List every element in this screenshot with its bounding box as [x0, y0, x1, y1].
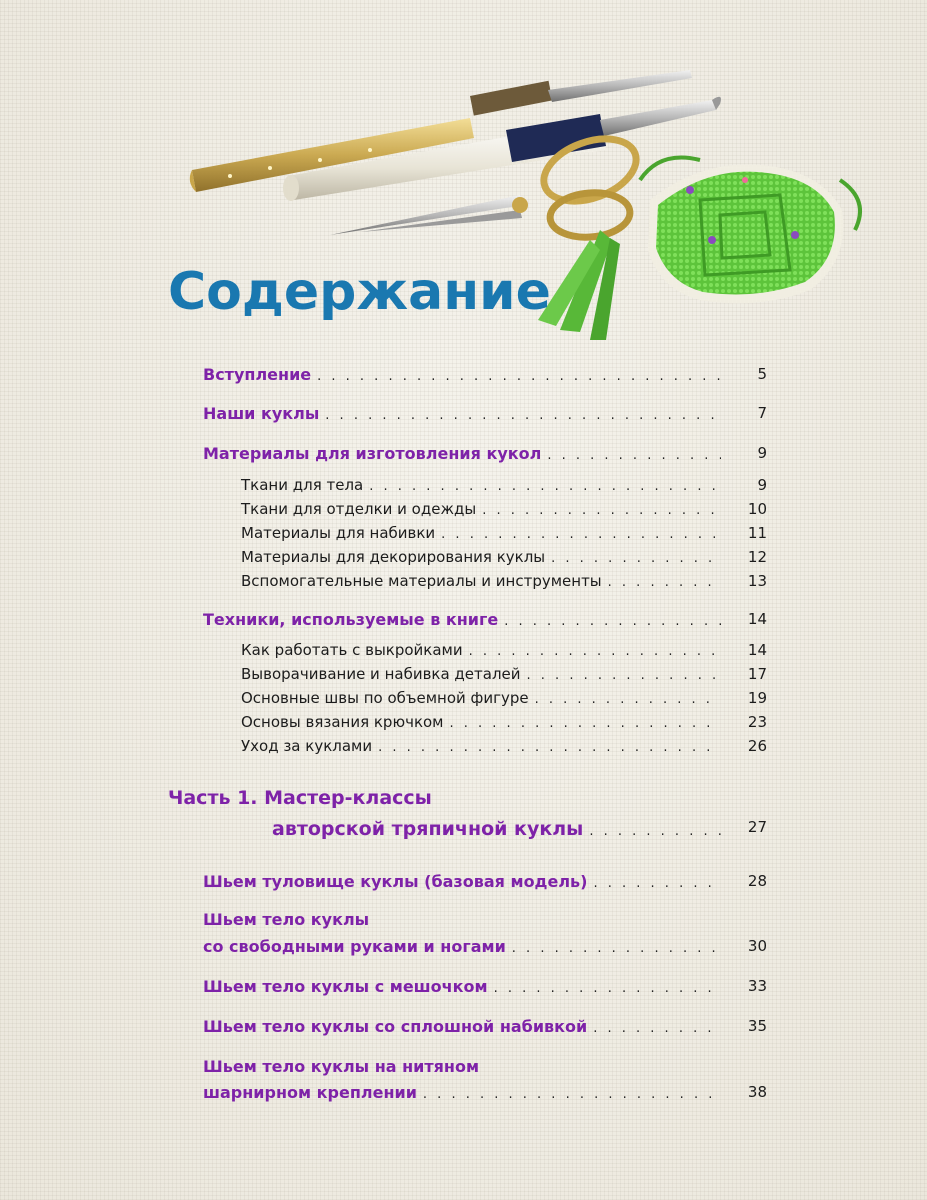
dot-leader [504, 614, 721, 629]
toc-page-number: 28 [747, 872, 767, 890]
toc-entry-techniques[interactable] [203, 610, 767, 629]
page-title: Содержание [168, 262, 551, 322]
toc-subentry[interactable] [241, 689, 767, 707]
toc-page-number: 26 [747, 737, 767, 755]
toc-entry-label: Материалы для изготовления кукол [203, 444, 542, 463]
toc-entry-section[interactable] [203, 1083, 767, 1102]
dot-leader [325, 408, 721, 423]
toc-entry-section[interactable] [203, 937, 767, 956]
toc-entry-part-1[interactable] [272, 818, 767, 840]
toc-subentry[interactable] [241, 524, 767, 542]
toc-subentry[interactable] [241, 713, 767, 731]
toc-entry-intro[interactable] [203, 365, 767, 384]
toc-entry-label: Шьем туловище куклы (базовая модель) [203, 872, 588, 891]
dot-leader [441, 527, 721, 542]
toc-entry-section[interactable] [203, 1017, 767, 1036]
dot-leader [482, 503, 721, 518]
toc-entry-section[interactable] [203, 872, 767, 891]
toc-entry-label: Основы вязания крючком [241, 713, 444, 731]
dot-leader [369, 479, 721, 494]
dot-leader [512, 941, 721, 956]
toc-subentry[interactable] [241, 500, 767, 518]
toc-entry-label-line2: со свободными руками и ногами [203, 937, 506, 956]
toc-subentry[interactable] [241, 572, 767, 590]
toc-subentry[interactable] [241, 548, 767, 566]
dot-leader [551, 551, 721, 566]
toc-page-number: 14 [747, 610, 767, 628]
toc-entry-label: Техники, используемые в книге [203, 610, 499, 629]
toc-entry-label: Материалы для декорирования куклы [241, 548, 546, 566]
toc-entry-label: Как работать с выкройками [241, 641, 463, 659]
toc-page-number: 7 [757, 404, 767, 422]
toc-page-number: 38 [747, 1083, 767, 1101]
toc-page-number: 12 [747, 548, 767, 566]
toc-page-number: 10 [747, 500, 767, 518]
dot-leader [527, 668, 721, 683]
toc-page-number: 30 [747, 937, 767, 955]
toc-entry-label: Ткани для тела [241, 476, 364, 494]
cross-stitch-pillow [648, 164, 843, 303]
toc-page-number: 14 [747, 641, 767, 659]
toc-entry-label: Шьем тело куклы со сплошной набивкой [203, 1017, 588, 1036]
toc-entry-label: Основные швы по объемной фигуре [241, 689, 529, 707]
part-1-title-line1[interactable]: Часть 1. Мастер-классы [168, 787, 432, 809]
toc-entry-label-line1[interactable]: Шьем тело куклы на нитяном [203, 1057, 480, 1076]
toc-entry-label: Вступление [203, 365, 312, 384]
toc-page-number: 35 [747, 1017, 767, 1035]
dot-leader [423, 1087, 721, 1102]
dot-leader [547, 448, 721, 463]
part-1-title-line2: авторской тряпичной куклы [272, 818, 584, 840]
dot-leader [608, 575, 721, 590]
dot-leader [494, 981, 721, 996]
dot-leader [317, 369, 721, 384]
toc-page-number: 33 [747, 977, 767, 995]
toc-page-number: 23 [747, 713, 767, 731]
toc-entry-label: Шьем тело куклы с мешочком [203, 977, 488, 996]
dot-leader [589, 824, 721, 839]
toc-subentry[interactable] [241, 476, 767, 494]
toc-page-number: 27 [747, 818, 767, 836]
dot-leader [535, 692, 721, 707]
toc-entry-label: Материалы для набивки [241, 524, 436, 542]
toc-entry-label-line2: шарнирном креплении [203, 1083, 417, 1102]
toc-entry-label: Уход за куклами [241, 737, 373, 755]
toc-page-number: 9 [757, 476, 767, 494]
dot-leader [378, 740, 721, 755]
toc-entry-label: Выворачивание и набивка деталей [241, 665, 521, 683]
dot-leader [469, 644, 721, 659]
dot-leader [450, 716, 722, 731]
toc-entry-label: Ткани для отделки и одежды [241, 500, 477, 518]
toc-page-number: 9 [757, 444, 767, 462]
toc-page-number: 17 [747, 665, 767, 683]
dot-leader [593, 1021, 721, 1036]
toc-entry-label-line1[interactable]: Шьем тело куклы [203, 910, 370, 929]
toc-subentry[interactable] [241, 641, 767, 659]
toc-page-number: 13 [747, 572, 767, 590]
toc-page-number: 11 [747, 524, 767, 542]
toc-page-number: 19 [747, 689, 767, 707]
toc-entry-section[interactable] [203, 977, 767, 996]
toc-entry-label: Наши куклы [203, 404, 320, 423]
toc-subentry[interactable] [241, 665, 767, 683]
toc-subentry[interactable] [241, 737, 767, 755]
toc-entry-dolls[interactable] [203, 404, 767, 423]
toc-page-number: 5 [757, 365, 767, 383]
toc-entry-materials[interactable] [203, 444, 767, 463]
dot-leader [593, 876, 721, 891]
toc-entry-label: Вспомогательные материалы и инструменты [241, 572, 602, 590]
